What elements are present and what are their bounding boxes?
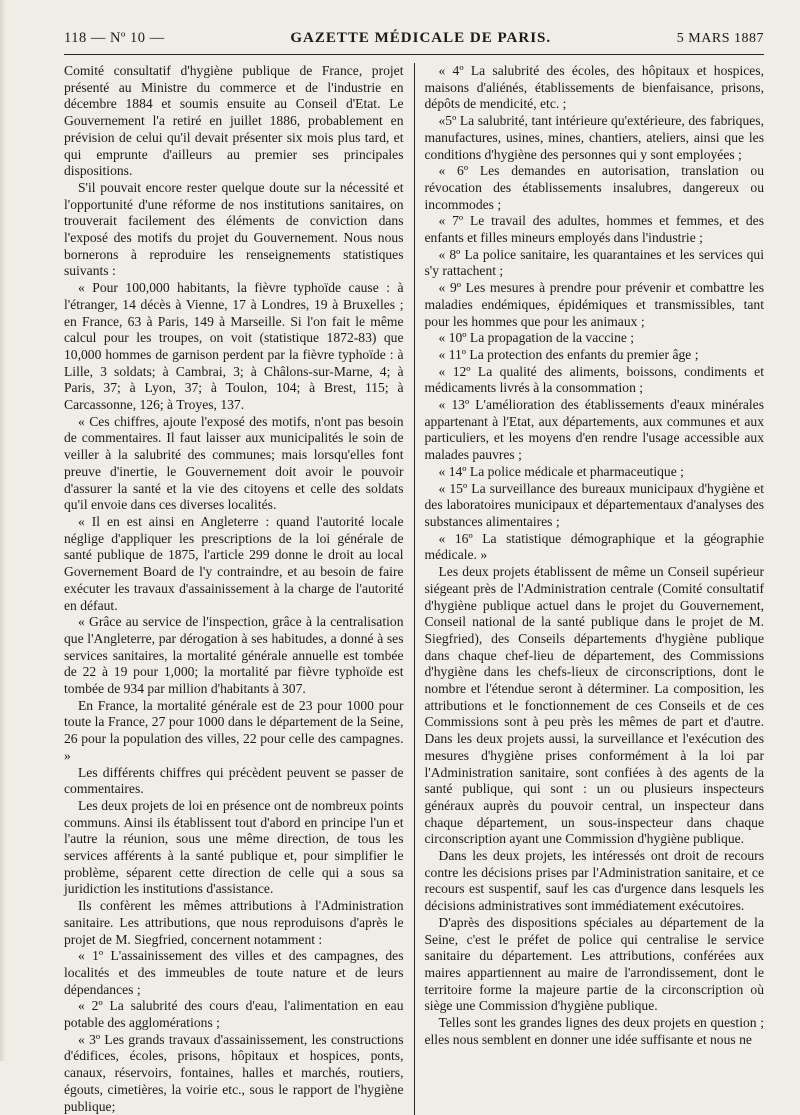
list-item: « 12º La qualité des aliments, boissons, condiments et médicaments livrés à la consommation ;	[424, 363, 764, 396]
list-item: « 16º La statistique démographique et la géographie médicale. »	[424, 530, 764, 563]
paragraph: Comité consultatif d'hygiène publique de France, projet présenté au Ministre du commerce et de l'industrie en décembre 1884 et soumis ensuite au Conseil d'Etat. Le Gouvernement l'a retiré en juillet 1886, probablement en prévision de celui qu'il devait présenter six mois plus tard, et qui emprunte d'ailleurs au premier ses principales dispositions.	[64, 63, 404, 179]
list-item: « 2º La salubrité des cours d'eau, l'alimentation en eau potable des agglomérations ;	[64, 998, 404, 1031]
list-item: « 4º La salubrité des écoles, des hôpitaux et hospices, maisons d'aliénés, établissements de bienfaisance, prisons, dépôts de mendicité, etc. ;	[424, 63, 764, 112]
paragraph: S'il pouvait encore rester quelque doute sur la nécessité et l'opportunité d'une réforme de nos institutions sanitaires, on trouverait facilement des éléments de conviction dans l'exposé des motifs du projet du Gouvernement. Nous nous bornerons à reproduire les renseignements statistiques suivants :	[64, 179, 404, 279]
paragraph: Dans les deux projets, les intéressés ont droit de recours contre les décisions prises par l'Administration sanitaire, et ce recours est suspentif, sauf les cas d'urgence dans lesquels les décisions administratives sont immédiatement exécutoires.	[424, 848, 764, 914]
list-item: « 10º La propagation de la vaccine ;	[438, 330, 635, 346]
issue-date: 5 MARS 1887	[676, 31, 764, 46]
paragraph: En France, la mortalité générale est de 23 pour 1000 pour toute la France, 27 pour 1000 dans le département de la Seine, 26 pour la population des villes, 22 pour celle des campagnes. »	[64, 697, 404, 763]
list-item: « 15º La surveillance des bureaux municipaux d'hygiène et des laboratoires municipaux et départementaux d'analyses des substances alimentaires ;	[424, 480, 764, 529]
paragraph: « Il en est ainsi en Angleterre : quand l'autorité locale néglige d'appliquer les prescriptions de la loi générale de santé publique de 1875, l'article 299 donne le droit au local Governement Board de l'y contraindre, et au besoin de faire exécuter les travaux d'assainissement à la charge de l'autorité en défaut.	[64, 513, 404, 613]
list-item: « 8º La police sanitaire, les quarantaines et les services qui s'y rattachent ;	[424, 246, 764, 279]
paragraph: Les différents chiffres qui précèdent peuvent se passer de commentaires.	[64, 764, 404, 797]
paragraph: Les deux projets établissent de même un Conseil supérieur siégeant près de l'Administration centrale (Comité consultatif d'hygiène publique actuel dans le projet du Gouvernement, Conseil national de la santé publique dans le projet de M. Siegfried), des Conseils départements d'hygiène publique dans chaque chef-lieu de département, des Commissions d'hygiène dans les chefs-lieux de circonscriptions, dont le nombre et l'étendue seront à déterminer. La composition, les attributions et le fonctionnement de ces Conseils et de ces Commissions sont à peu près les mêmes de part et d'autre. Dans les deux projets aussi, la surveillance et l'exécution des mesures d'hygiène prises conformément à la loi par l'Administration sanitaire, sont confiées à des agents de la santé publique, qui sont : un ou plusieurs inspecteurs généraux auprès du pouvoir central, un inspecteur dans chaque département, un sous-inspecteur dans chaque circonscription ayant une Commission d'hygiène publique.	[424, 564, 764, 847]
left-column	[64, 63, 414, 1115]
text-columns	[64, 63, 764, 1115]
header-rule	[64, 54, 764, 55]
list-item: « 3º Les grands travaux d'assainissement, les constructions d'édifices, écoles, prisons, hôpitaux et hospices, ponts, canaux, réservoirs, fontaines, halles et marchés, routiers, égouts, cimetières, la voirie etc., sous le rapport de l'hygiène publique;	[64, 1031, 404, 1114]
list-item: « 13º L'amélioration des établissements d'eaux minérales appartenant à l'Etat, aux départements, aux communes et aux particuliers, et les moyens d'en rendre l'usage accessible aux malades pauvres ;	[424, 397, 764, 463]
paragraph: D'après des dispositions spéciales au département de la Seine, c'est le préfet de police qui centralise le service sanitaire du département. Les attributions, conférées aux maires appartiennent au maire de l'arrondissement, dont le territoire forme la majeure partie de la circonscription où siège une Commission d'hygiène publique.	[424, 914, 764, 1014]
paragraph: « Grâce au service de l'inspection, grâce à la centralisation que l'Angleterre, par dérogation à ses habitudes, a donné à ses services sanitaires, la mortalité générale annuelle est tombée de 22 à 19 pour 1,000; la mortalité par fièvre typhoïde est tombée de 934 par million d'habitants à 307.	[64, 614, 404, 697]
paragraph: « Ces chiffres, ajoute l'exposé des motifs, n'ont pas besoin de commentaires. Il faut laisser aux municipalités le soin de veiller à la salubrité des communes; mais lorsqu'elles font preuve d'inertie, le Gouvernement doit avoir le pouvoir d'assurer la santé et la vie des citoyens et celle des soldats qu'il envoie dans ces diverses localités.	[64, 413, 404, 513]
paragraph: Telles sont les grandes lignes des deux projets en question ; elles nous semblent en donner une idée suffisante et nous ne	[424, 1015, 764, 1047]
list-item: « 1º L'assainissement des villes et des campagnes, des localités et des immeubles de toute nature et de leurs dépendances ;	[64, 948, 404, 997]
list-item: «5º La salubrité, tant intérieure qu'extérieure, des fabriques, manufactures, usines, mines, chantiers, ateliers, ainsi que les conditions d'hygiène des personnes qui y sont employées ;	[424, 113, 764, 162]
list-item: « 11º La protection des enfants du premier âge ;	[438, 346, 699, 362]
page-number: 118 — Nº 10 —	[64, 30, 165, 46]
page-header	[64, 30, 764, 52]
paragraph: « Pour 100,000 habitants, la fièvre typhoïde cause : à l'étranger, 14 décès à Vienne, 17 à Londres, 19 à Bruxelles ; en France, 63 à Paris, 149 à Marseille. Si l'on fait le même calcul pour les troupes, on voit (statistique 1872-83) que 10,000 hommes de garnison perdent par la fièvre typhoïde : à Lille, 3 soldats; à Cambrai, 3; à Châlons-sur-Marne, 4; à Paris, 37; à Lyon, 37; à Toulon, 104; à Brest, 115; à Carcassonne, 126; à Troyes, 137.	[64, 280, 404, 413]
right-column	[414, 63, 765, 1115]
list-item: « 14º La police médicale et pharmaceutique ;	[438, 463, 684, 479]
list-item: « 9º Les mesures à prendre pour prévenir et combattre les maladies endémiques, épidémiques et transmissibles, tant pour les hommes que pour les animaux ;	[424, 280, 764, 329]
paragraph: Ils confèrent les mêmes attributions à l'Administration sanitaire. Les attributions, que nous reproduisons d'après le projet de M. Siegfried, concernent notamment :	[64, 898, 404, 947]
paragraph: Les deux projets de loi en présence ont de nombreux points communs. Ainsi ils établissent tout d'abord en principe l'un et l'autre la réunion, sous une même direction, de tous les services afférents à la santé publique et, pour simplifier le problème, séparent cette direction de celle qui a sous sa juridiction les institutions d'assistance.	[64, 797, 404, 897]
journal-title: GAZETTE MÉDICALE DE PARIS.	[290, 30, 552, 46]
list-item: « 7º Le travail des adultes, hommes et femmes, et des enfants et filles mineurs employés dans l'industrie ;	[424, 213, 764, 246]
list-item: « 6º Les demandes en autorisation, translation ou révocation des établissements insalubres, dangereux ou incommodes ;	[424, 163, 764, 212]
